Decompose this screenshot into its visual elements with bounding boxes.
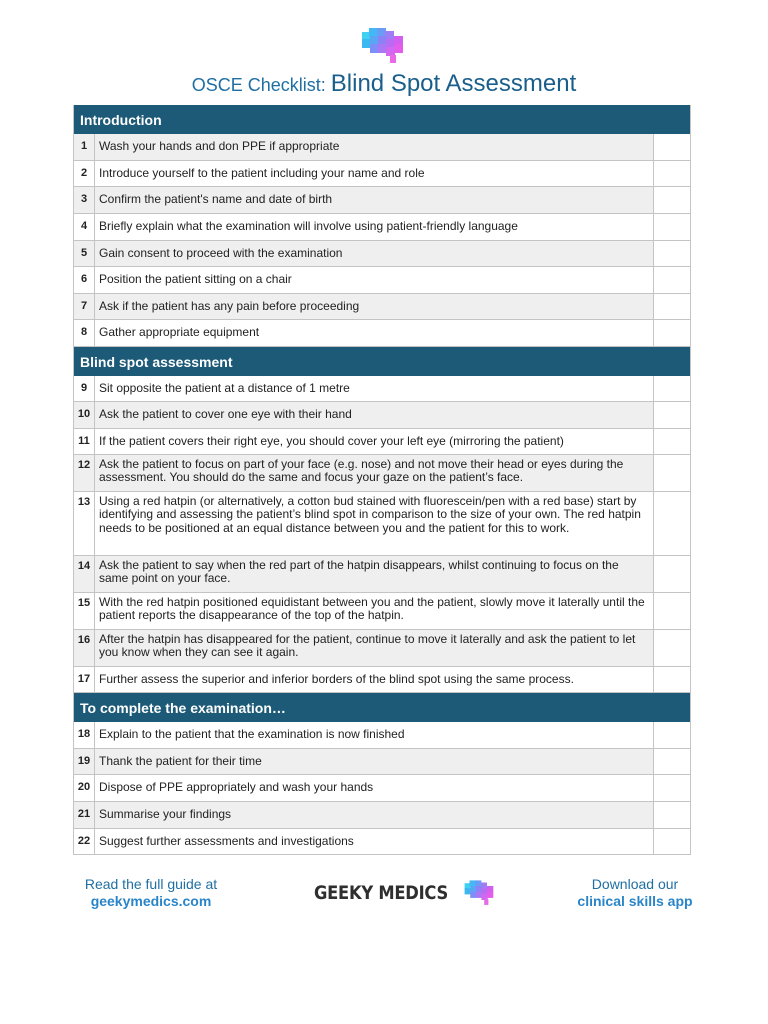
item-text: Summarise your findings (99, 807, 232, 822)
table-row (74, 829, 690, 855)
item-text: Introduce yourself to the patient including your name and role (99, 165, 425, 180)
item-number: 17 (74, 667, 95, 692)
item-number: 4 (74, 214, 95, 240)
footer-brand (314, 878, 498, 908)
table-row (74, 722, 690, 749)
item-text: Dispose of PPE appropriately and wash your hands (99, 780, 374, 795)
checkbox[interactable] (653, 134, 690, 160)
table-row (74, 492, 690, 556)
item-number: 11 (74, 429, 95, 454)
item-text: Confirm the patient's name and date of birth (99, 192, 333, 207)
item-number: 7 (74, 294, 95, 319)
checkbox[interactable] (653, 802, 690, 828)
item-number: 1 (74, 134, 95, 160)
checkbox[interactable] (653, 267, 690, 293)
footer-guide (60, 876, 242, 910)
brain-logo-icon (360, 26, 408, 66)
table-row (74, 749, 690, 775)
item-text: Further assess the superior and inferior borders of the blind spot using the same process. (99, 671, 574, 686)
checkbox[interactable] (653, 455, 690, 491)
table-row (74, 667, 690, 693)
section-header-complete: To complete the examination… (74, 693, 690, 722)
item-text: Ask the patient to say when the red part of the hatpin disappears, whilst continuing to focus on the same point on your face. (99, 558, 619, 586)
table-row (74, 267, 690, 294)
table-row (74, 376, 690, 402)
checkbox[interactable] (653, 241, 690, 266)
checkbox[interactable] (653, 556, 690, 592)
item-text: Ask the patient to focus on part of your face (e.g. nose) and not move their head or eyes during the assessment. You should do the same and focus your gaze on the patient’s face. (99, 457, 624, 485)
item-number: 15 (74, 593, 95, 629)
item-number: 5 (74, 241, 95, 266)
item-text: Ask if the patient has any pain before proceeding (99, 298, 360, 313)
brand-name: GEEKY MEDICS (314, 882, 448, 904)
item-number: 13 (74, 492, 95, 555)
item-number: 18 (74, 722, 95, 748)
item-text: Ask the patient to cover one eye with their hand (99, 407, 352, 422)
table-row (74, 241, 690, 267)
title-main: Blind Spot Assessment (330, 70, 577, 97)
checkbox[interactable] (653, 376, 690, 401)
section-header-introduction: Introduction (74, 105, 690, 134)
table-row (74, 134, 690, 161)
page-title (0, 70, 768, 98)
item-number: 14 (74, 556, 95, 592)
checkbox[interactable] (653, 402, 690, 428)
checkbox[interactable] (653, 320, 690, 346)
item-text: Sit opposite the patient at a distance of 1 metre (99, 380, 350, 395)
item-text: Wash your hands and don PPE if appropriate (99, 139, 340, 154)
item-text: Suggest further assessments and investigations (99, 833, 354, 848)
table-row (74, 556, 690, 593)
checklist-table (73, 105, 691, 855)
item-text: If the patient covers their right eye, you should cover your left eye (mirroring the patient) (99, 433, 564, 448)
table-row (74, 214, 690, 241)
item-number: 19 (74, 749, 95, 774)
item-text: Position the patient sitting on a chair (99, 272, 292, 287)
footer-guide-text: Read the full guide at (84, 876, 218, 892)
item-text: After the hatpin has disappeared for the patient, continue to move it laterally and ask the patient to let you know when they can see it again. (99, 632, 636, 660)
checkbox[interactable] (653, 829, 690, 854)
table-row (74, 630, 690, 667)
item-number: 2 (74, 161, 95, 186)
checkbox[interactable] (653, 630, 690, 666)
table-row (74, 402, 690, 429)
checkbox[interactable] (653, 294, 690, 319)
item-text: Explain to the patient that the examination is now finished (99, 727, 405, 742)
item-number: 8 (74, 320, 95, 346)
checkbox[interactable] (653, 667, 690, 692)
table-row (74, 161, 690, 187)
table-row (74, 775, 690, 802)
item-text: Using a red hatpin (or alternatively, a cotton bud stained with fluorescein/pen with a red base) start by identifying and assessing the patient’s blind spot in comparison to the size of your own. The red hatpin needs to be positioned at an equal distance between you and the patient for this to work. (99, 494, 641, 535)
checkbox[interactable] (653, 161, 690, 186)
table-row (74, 593, 690, 630)
checkbox[interactable] (653, 775, 690, 801)
item-text: Thank the patient for their time (99, 753, 262, 768)
item-number: 21 (74, 802, 95, 828)
checkbox[interactable] (653, 749, 690, 774)
item-number: 22 (74, 829, 95, 854)
brain-icon (462, 879, 498, 907)
footer-guide-link[interactable]: geekymedics.com (90, 893, 212, 909)
table-row (74, 455, 690, 492)
item-number: 12 (74, 455, 95, 491)
checkbox[interactable] (653, 722, 690, 748)
item-number: 10 (74, 402, 95, 428)
item-number: 9 (74, 376, 95, 401)
item-text: Briefly explain what the examination will involve using patient-friendly language (99, 219, 518, 234)
footer-app-text: Download our (591, 876, 679, 892)
section-header-blind-spot: Blind spot assessment (74, 347, 690, 376)
item-number: 20 (74, 775, 95, 801)
item-text: With the red hatpin positioned equidistant between you and the patient, slowly move it laterally until the patient reports the disappearance of the top of the hatpin. (99, 595, 645, 623)
item-text: Gather appropriate equipment (99, 325, 260, 340)
item-number: 3 (74, 187, 95, 213)
checkbox[interactable] (653, 429, 690, 454)
checkbox[interactable] (653, 214, 690, 240)
item-number: 16 (74, 630, 95, 666)
table-row (74, 429, 690, 455)
title-prefix: OSCE Checklist: (191, 75, 331, 95)
table-row (74, 320, 690, 347)
table-row (74, 802, 690, 829)
checkbox[interactable] (653, 187, 690, 213)
footer-app-link[interactable]: clinical skills app (577, 893, 693, 909)
table-row (74, 294, 690, 320)
item-text: Gain consent to proceed with the examination (99, 245, 343, 260)
footer-app (560, 876, 710, 910)
item-number: 6 (74, 267, 95, 293)
checkbox[interactable] (653, 593, 690, 629)
table-row (74, 187, 690, 214)
checkbox[interactable] (653, 492, 690, 555)
